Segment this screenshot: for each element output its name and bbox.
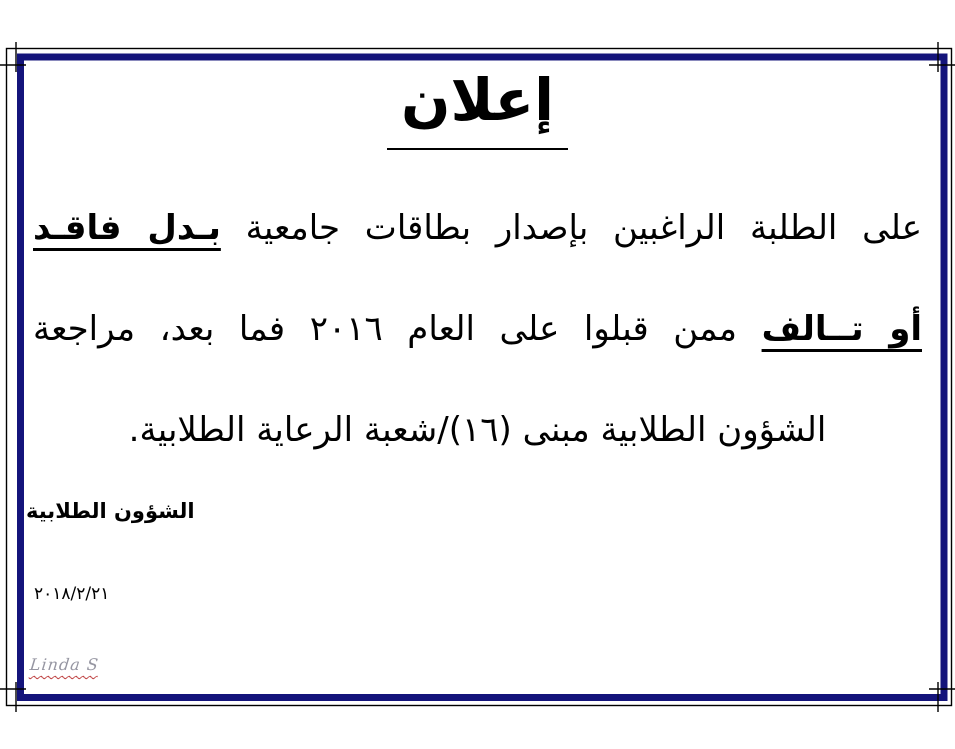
department-signature: الشؤون الطلابية <box>26 499 195 523</box>
body-line-1 <box>33 178 922 279</box>
announcement-title-text: إعلان <box>387 58 568 150</box>
document-date: ٢٠١٨/٢/٢١ <box>34 584 110 604</box>
announcement-title <box>0 58 955 150</box>
body-line-2-text: ممن قبلوا على العام ٢٠١٦ فما بعد، مراجعة <box>33 309 738 349</box>
body-line-1-emphasis: بـدل فاقـد <box>33 208 221 248</box>
handwritten-signature: Linda S <box>29 655 100 674</box>
body-line-2-emphasis: أو تــالف <box>761 309 922 349</box>
body-line-3: الشؤون الطلابية مبنى (١٦)/شعبة الرعاية الطلابية. <box>128 410 827 450</box>
body-line-2 <box>33 279 922 380</box>
body-line-1-text: على الطلبة الراغبين بإصدار بطاقات جامعية <box>245 208 922 248</box>
announcement-body <box>33 178 922 481</box>
